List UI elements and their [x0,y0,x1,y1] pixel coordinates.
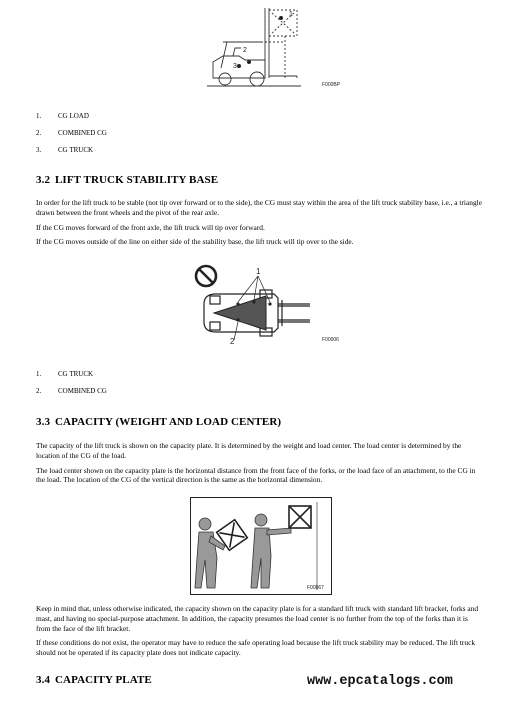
paragraph: If the CG moves outside of the line on either side of the stability base, the lift truck will tip over to the side. [36,237,354,247]
section-3-3-body [36,441,482,490]
no-symbol-icon [196,266,216,286]
list-item: 1. CG TRUCK [36,370,94,378]
list-item: 3. CG TRUCK [36,146,94,154]
figure1-code: F000BP [322,82,341,88]
figure2-code: F00006 [322,337,339,343]
list-cg-items-2 [36,366,107,400]
figure3-code: F00067 [307,585,324,591]
figure-load-center-persons [190,497,332,595]
forklift-side-diagram [205,2,355,92]
fig2-label-1: 1 [256,267,261,276]
paragraph: The capacity of the lift truck is shown on the capacity plate. It is determined by the weight and load center. The load center is determined by the location of the CG of the load. [36,441,462,460]
fig2-label-2: 2 [230,337,235,346]
fig1-label-3: 3 [233,63,237,70]
paragraph: In order for the lift truck to be stable (not tip over forward or to the side), the CG must stay within the area of the lift truck stability base, i.e., a triangle drawn between the front wheels and the pivot of the rear axle. [36,198,482,217]
fig1-label-1: 1 [289,11,293,18]
paragraph: If the CG moves forward of the front axle, the lift truck will tip over forward. [36,222,265,232]
section-3-2-body [36,198,482,252]
watermark-text: www.epcatalogs.com [307,674,453,689]
list-cg-items [36,108,107,159]
figure-stability-triangle-top-view [190,262,330,346]
paragraph: If these conditions do not exist, the operator may have to reduce the safe operating load because the lift truck stability may be reduced. The lift truck should not be operated if its capacity plate does not indicate capacity. [36,638,476,658]
list-item: 1. CG LOAD [36,112,89,120]
section-heading-3-2: 3.2 LIFT TRUCK STABILITY BASE [36,174,219,186]
list-item: 2. COMBINED CG [36,387,107,395]
paragraph: The load center shown on the capacity plate is the horizontal distance from the front face of the forks, or the load face of an attachment, to the CG in the load. The location of the CG of the vertical direction is the same as the horizontal dimension. [36,465,476,485]
section-3-3-body-continued [36,604,482,663]
load-center-diagram [191,498,331,594]
list-item: 2. COMBINED CG [36,129,107,137]
figure-forklift-cg-side-view [205,2,355,92]
section-heading-3-3: 3.3 CAPACITY (WEIGHT AND LOAD CENTER) [36,416,282,428]
stability-base-diagram [190,262,330,346]
paragraph: Keep in mind that, unless otherwise indicated, the capacity shown on the capacity plate is for a standard lift truck with standard lift bracket, forks and mast, and having no special-purpose attachment. In addition, the capacity presumes the load center is no further from the top of the forks than it is from the face of the lift bracket. [36,604,479,633]
fig1-label-2: 2 [243,47,247,54]
section-heading-3-4: 3.4 CAPACITY PLATE [36,674,152,686]
